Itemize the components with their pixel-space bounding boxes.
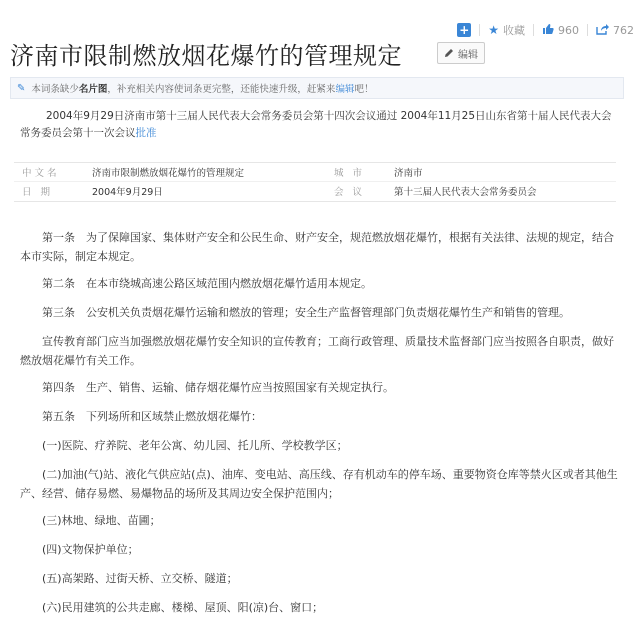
- info-key: 中文名: [22, 168, 60, 179]
- notice-missing: 名片图: [78, 84, 108, 95]
- add-button[interactable]: [457, 23, 471, 37]
- action-bar: [457, 20, 634, 40]
- favorite-button[interactable]: [488, 22, 525, 38]
- notice-middle: ，补充相关内容使词条更完整，还能快速升级，赶紧来: [107, 84, 336, 95]
- article-paragraph: 第三条 公安机关负责烟花爆竹运输和燃放的管理；安全生产监督管理部门负责烟花爆竹生产和销售的管理。: [42, 306, 570, 319]
- divider: [587, 24, 588, 36]
- share-button[interactable]: [596, 23, 634, 38]
- plus-icon: +: [459, 23, 470, 37]
- info-key: 日 期: [22, 187, 54, 198]
- share-icon: [596, 23, 609, 38]
- info-row: [14, 182, 616, 200]
- like-count: 960: [558, 23, 579, 37]
- edit-button-label: 编辑: [458, 49, 478, 61]
- article-paragraph: (五)高架路、过街天桥、立交桥、隧道；: [42, 572, 238, 585]
- info-value: 济南市限制燃放烟花爆竹的管理规定: [92, 168, 245, 179]
- intro-paragraph: [20, 108, 620, 142]
- info-row: [14, 163, 616, 182]
- info-key: 会 议: [334, 187, 366, 198]
- page-title: 济南市限制燃放烟花爆竹的管理规定: [10, 42, 402, 70]
- article-paragraph: (三)林地、绿地、苗圃；: [42, 514, 161, 527]
- notice-suffix: 吧！: [354, 84, 374, 95]
- edit-button[interactable]: [437, 42, 485, 64]
- thumbs-up-icon: [542, 23, 554, 38]
- divider: [533, 24, 534, 36]
- basic-info-table: [14, 162, 616, 202]
- divider: [479, 24, 480, 36]
- info-key: 城 市: [334, 168, 366, 179]
- favorite-label: 收藏: [503, 24, 525, 37]
- pencil-icon: [444, 48, 454, 58]
- intro-text: 2004年9月29日济南市第十三届人民代表大会常务委员会第十四次会议通过 2004年11月25日山东省第十届人民代表大会常务委员会第十一次会议: [20, 110, 612, 139]
- article-paragraph: (一)医院、疗养院、老年公寓、幼儿园、托儿所、学校教学区；: [42, 439, 348, 452]
- article-paragraph: (二)加油(气)站、液化气供应站(点)、油库、变电站、高压线、存有机动车的停车场、重要物资仓库等禁火区或者其他生产、经营、储存易燃、易爆物品的场所及其周边安全保护范围内；: [20, 468, 618, 500]
- article-paragraph: 第一条 为了保障国家、集体财产安全和公民生命、财产安全，规范燃放烟花爆竹，根据有关法律、法规的规定，结合本市实际，制定本规定。: [20, 231, 614, 263]
- article-paragraph: 第四条 生产、销售、运输、储存烟花爆竹应当按照国家有关规定执行。: [42, 381, 394, 394]
- share-count: 762: [613, 23, 634, 37]
- article-paragraph: (四)文物保护单位；: [42, 543, 139, 556]
- notice-edit-link[interactable]: 编辑: [335, 84, 355, 95]
- pencil-icon: ✎: [17, 82, 26, 94]
- approve-link[interactable]: 批准: [135, 127, 157, 139]
- star-icon: ★: [488, 23, 499, 37]
- info-value: 第十三届人民代表大会常务委员会: [394, 187, 537, 198]
- info-value: 济南市: [394, 168, 423, 179]
- article-paragraph: 宣传教育部门应当加强燃放烟花爆竹安全知识的宣传教育；工商行政管理、质量技术监督部门应当按照各自职责，做好燃放烟花爆竹有关工作。: [20, 335, 614, 367]
- article-paragraph: (六)民用建筑的公共走廊、楼梯、屋顶、阳(凉)台、窗口；: [42, 601, 324, 614]
- article-paragraph: 第二条 在本市绕城高速公路区域范围内燃放烟花爆竹适用本规定。: [42, 277, 372, 290]
- like-button[interactable]: [542, 23, 579, 38]
- article-paragraph: 第五条 下列场所和区域禁止燃放烟花爆竹：: [42, 410, 262, 423]
- notice-prefix: 本词条缺少: [31, 84, 79, 95]
- notice-bar: [10, 77, 624, 99]
- info-value: 2004年9月29日: [92, 187, 163, 198]
